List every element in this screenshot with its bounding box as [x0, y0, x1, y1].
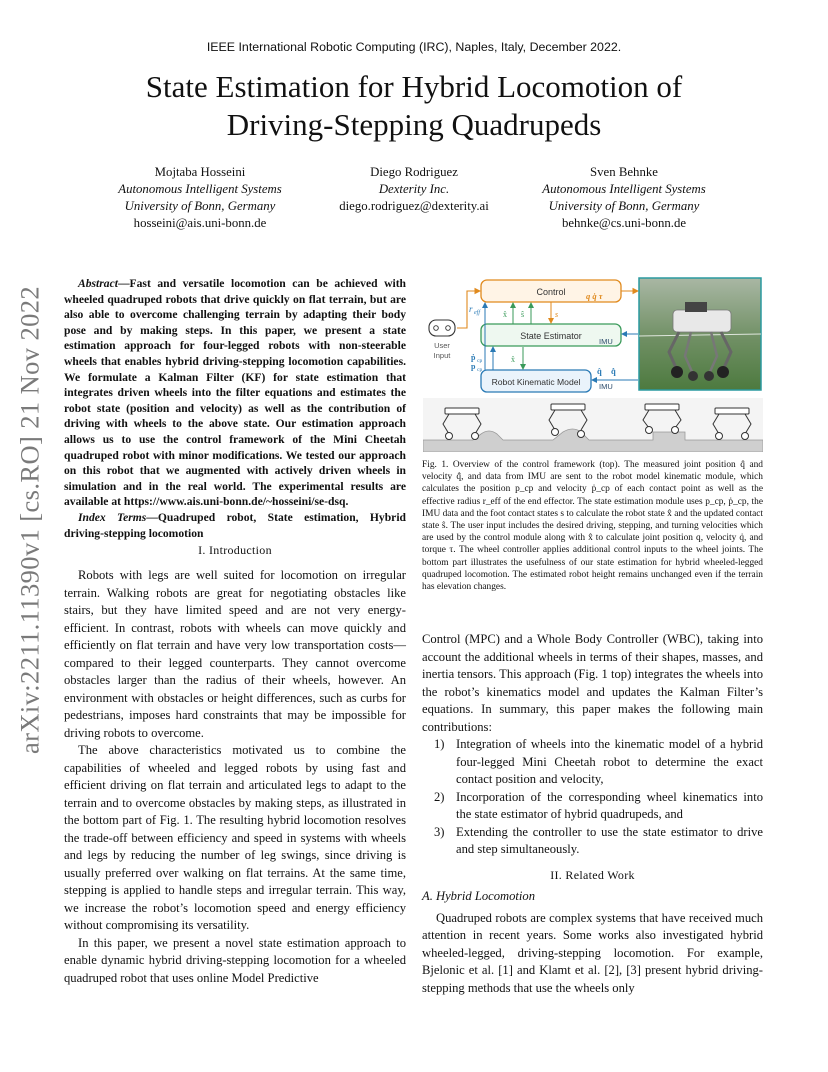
section-heading-introduction: I. Introduction — [198, 543, 272, 557]
list-item: 2) Incorporation of the corresponding wheel kinematics into the state estimator of hybrid quadrupeds, and — [434, 789, 763, 821]
qdot-hat-label: q̂̇ — [611, 366, 616, 376]
arxiv-stamp — [10, 280, 50, 760]
control-label: Control — [536, 287, 566, 297]
gamepad-icon — [429, 320, 455, 336]
s-label: s — [555, 310, 559, 319]
title-line-2: Driving-Stepping Quadrupeds — [226, 107, 602, 142]
user-input-label-2: Input — [433, 351, 451, 360]
arxiv-id: arXiv:2211.11390v1 [cs.RO] 21 Nov 2022 — [14, 285, 45, 755]
user-input-label-1: User — [434, 341, 450, 350]
x-hat-label: x̂ — [503, 310, 507, 319]
figure-1-caption: Fig. 1. Overview of the control framework (top). The measured joint position q̂ and velocity q̂̇, and data from IMU are sent to the robot model kinematic module, which calculates the position p_cp and velocity ṗ_cp of each contact point as well as the effective radius r_eff of the end effector. The state estimation module uses p_cp, ṗ_cp, the IMU data and the foot contact states s to calculate the robot state x̂ and the updated contact state ŝ. The user input includes the desired driving, stepping, and turning velocities which are used by the control module along with x̂ to calculate joint position q, velocity q̇, and torque τ. The wheel controller applies additional control inputs to the wheel joints. The bottom part illustrates the usefulness of our state estimation for hybrid wheeled-legged quadruped locomotion. The estimated robot height remains unchanged even if the terrain has elevation changes. — [422, 460, 763, 593]
q-hat-label: q̂ — [597, 366, 602, 376]
kinematic-model-label: Robot Kinematic Model — [491, 377, 581, 387]
right-column-body — [422, 631, 763, 997]
state-estimator-label: State Estimator — [520, 331, 582, 341]
abstract-text: —Fast and versatile locomotion can be achieved with wheeled quadruped robots that drive quickly on flat terrain, but are also able to overcome challenging terrain by adapting their body pose and by making steps. In this paper, we present a state estimation approach for four-legged robots with non-steerable wheels that enables hybrid driving-stepping locomotion capabilities. We formulate a Kalman Filter (KF) for state estimation that integrates driven wheels into the filter equations and estimates the robot state (position and velocity) as well as the contribution of driving with wheels to the above state. Our estimation approach allows us to use the control framework of the Mini Cheetah quadruped robot with minor modifications. We tested our approach on this robot that we augmented with actively driven wheels in simulation and in the real world. The experimental results are available at https://www.ais.uni-bonn.de/~hosseini/se-dsq. — [64, 277, 406, 509]
author-affiliation: Autonomous Intelligent Systems — [118, 182, 282, 196]
p-cp-label: p — [471, 362, 476, 371]
paragraph: Robots with legs are well suited for locomotion on irregular terrain. Walking robots are great for negotiating obstacles like stairs, but they have limited speed and are not very energy-efficient. In contrast, robots with wheels can move quickly and efficiently on flat terrain and have very low transportation costs—compared to their legged counterparts. They cannot overcome obstacles larger than the radius of their wheels, however. An environment with obstacles or height differences, such as curbs for pedestrians, imposes hard constraints that may be impossible for driving robots to overcome. — [64, 568, 406, 740]
author-email: hosseini@ais.uni-bonn.de — [133, 216, 267, 230]
terrain-illustration — [423, 398, 763, 452]
conference-header: IEEE International Robotic Computing (IRC), Naples, Italy, December 2022. — [206, 40, 622, 54]
figure-1 — [423, 276, 763, 452]
author-affiliation: University of Bonn, Germany — [548, 199, 700, 213]
title-line-1: State Estimation for Hybrid Locomotion of — [145, 69, 683, 104]
author-name: Diego Rodriguez — [370, 165, 458, 179]
paragraph: The above characteristics motivated us to combine the capabilities of wheeled and legged robots by using fast and efficient driving on flat terrain and articulated legs to adapt to the terrain and to overcome obstacles by making steps, as illustrated in the bottom part of Fig. 1. The resulting hybrid locomotion resolves the trade-off between efficiency and speed in systems with wheels and legs by reducing the number of leg swings, since driving is usually preferred over walking on flat terrains. At the same time, stepping is applied to handle steps and irregular terrain. This way, we increase the robot’s locomotion speed and energy efficiency without compromising its versatility. — [64, 743, 406, 932]
index-terms-text: —Quadruped robot, State estimation, Hybrid driving-stepping locomotion — [64, 510, 406, 540]
robot-photo — [639, 278, 761, 390]
imu-label-1: IMU — [599, 337, 613, 346]
subsection-heading-hybrid-locomotion: A. Hybrid Locomotion — [422, 889, 535, 903]
paper-title — [0, 68, 828, 144]
r-eff-subscript: eff — [474, 310, 480, 316]
list-item: 3) Extending the controller to use the state estimator to drive and step simultaneously. — [434, 824, 763, 856]
author-affiliation: University of Bonn, Germany — [124, 199, 276, 213]
abstract — [64, 276, 406, 541]
r-eff-label: r — [469, 304, 473, 314]
paragraph: Quadruped robots are complex systems that have received much attention in recent years. Some works also investigated hybrid wheeled-legged, driving-stepping locomotion. For example, Bjelonic et al. [1] and Klamt et al. [2], [3] present hybrid driving-stepping methods that use the wheels only — [422, 910, 763, 995]
author-affiliation: Autonomous Intelligent Systems — [542, 182, 706, 196]
x-hat-label-2: x̂ — [511, 355, 515, 364]
author-block-2 — [294, 164, 534, 215]
pdot-cp-subscript: cp — [477, 358, 483, 364]
p-cp-subscript: cp — [477, 367, 483, 373]
outputs-label: q q̇ τ — [586, 291, 603, 301]
abstract-lead: Abstract — [78, 277, 118, 290]
paragraph: Control (MPC) and a Whole Body Controller (WBC), taking into account the additional wheels in terms of their shapes, masses, and inertia tensors. This approach (Fig. 1 top) integrates the wheels into the robot’s kinematics model and updates the Kalman Filter’s equations. In summary, this paper makes the following main contributions: — [422, 632, 763, 734]
author-email: diego.rodriguez@dexterity.ai — [339, 199, 489, 213]
author-email: behnke@cs.uni-bonn.de — [561, 216, 687, 230]
index-terms-lead: Index Terms — [78, 510, 147, 524]
introduction-body — [64, 567, 406, 987]
author-block-1 — [80, 164, 320, 232]
contributions-list — [422, 736, 763, 859]
s-hat-label: ŝ — [521, 310, 525, 319]
author-name: Sven Behnke — [590, 165, 658, 179]
paragraph: In this paper, we present a novel state estimation approach to enable dynamic hybrid driving-stepping locomotion for a wheeled quadruped robot that uses online Model Predictive — [64, 935, 406, 985]
list-item: 1) Integration of wheels into the kinematic model of a hybrid four-legged Mini Cheetah robot to determine the exact contact position and velocity, — [434, 737, 763, 786]
control-framework-diagram — [423, 276, 763, 452]
author-affiliation: Dexterity Inc. — [378, 182, 450, 196]
imu-label-2: IMU — [599, 382, 613, 391]
pdot-cp-label: ṗ — [471, 353, 476, 362]
section-heading-related-work: II. Related Work — [550, 867, 635, 882]
author-block-3 — [504, 164, 744, 232]
author-name: Mojtaba Hosseini — [154, 165, 246, 179]
